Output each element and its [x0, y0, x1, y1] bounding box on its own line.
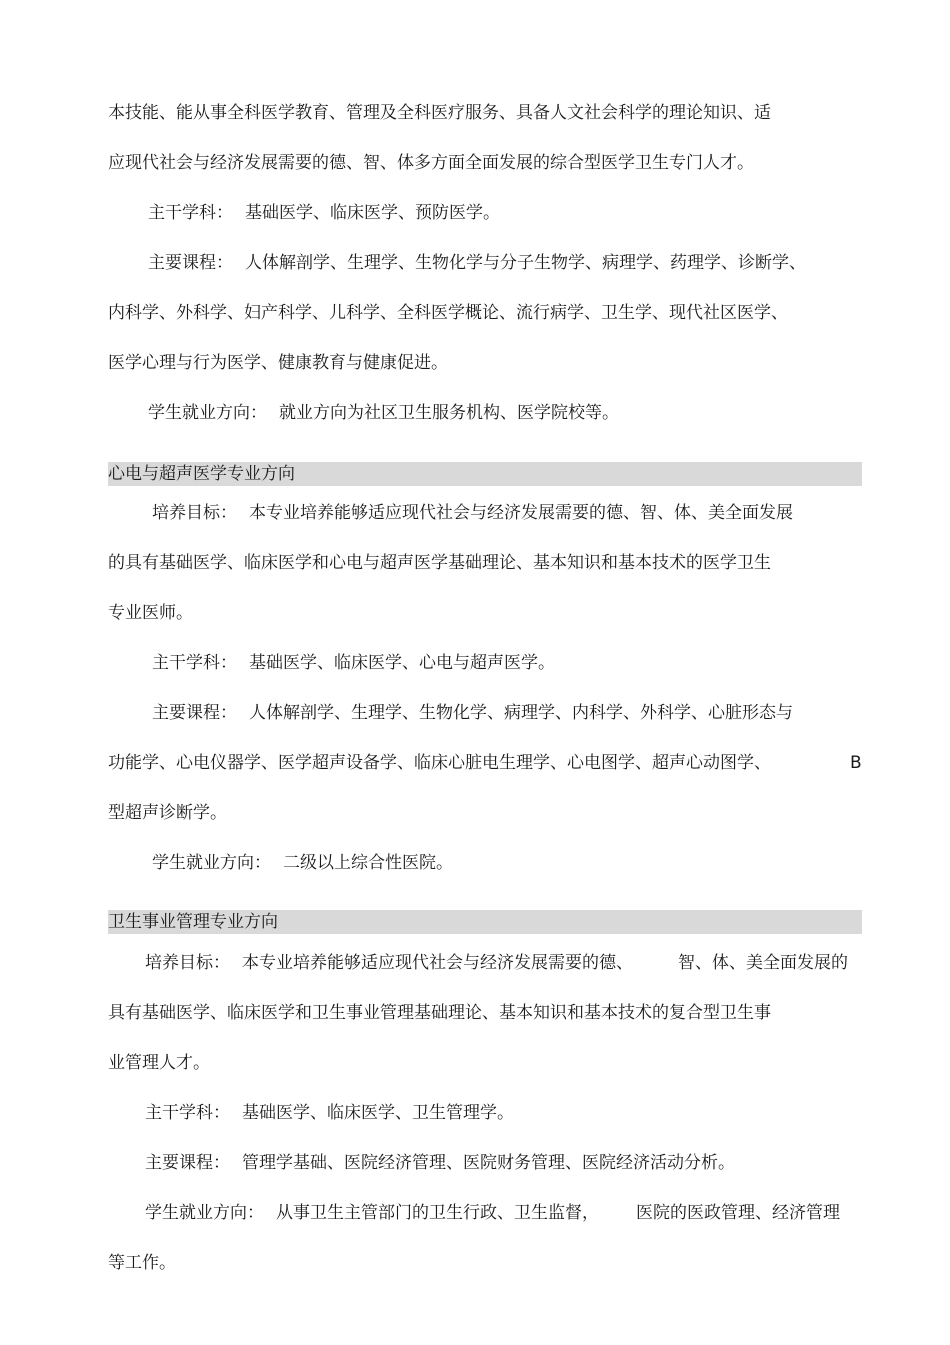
goal-row	[145, 952, 633, 974]
career-row	[152, 852, 453, 874]
career-label: 学生就业方向：	[148, 403, 267, 423]
courses-line-1: 人体解剖学、生理学、生物化学、病理学、内科学、外科学、心脏形态与	[249, 703, 793, 723]
career-row	[148, 402, 619, 424]
intro-line-2: 应现代社会与经济发展需要的德、智、体多方面全面发展的综合型医学卫生专门人才。	[108, 153, 754, 173]
goal-line-2: 的具有基础医学、临床医学和心电与超声医学基础理论、基本知识和基本技术的医学卫生	[108, 553, 771, 573]
section-heading-health-management	[108, 910, 862, 934]
section-heading-ecg-ultrasound	[108, 462, 862, 486]
courses-label: 主要课程：	[148, 253, 233, 273]
career-label: 学生就业方向：	[152, 853, 271, 873]
courses-line-3: 医学心理与行为医学、健康教育与健康促进。	[108, 353, 448, 373]
main-subject-row	[145, 1102, 514, 1124]
career-line-1a: 从事卫生主管部门的卫生行政、卫生监督，	[276, 1203, 599, 1223]
goal-line-3: 专业医师。	[108, 603, 193, 623]
main-subject-value: 基础医学、临床医学、心电与超声医学。	[249, 653, 555, 673]
courses-label: 主要课程：	[152, 703, 237, 723]
goal-line-1b: 智、体、美全面发展的	[678, 953, 848, 973]
courses-line-1: 人体解剖学、生理学、生物化学与分子生物学、病理学、药理学、诊断学、	[245, 253, 806, 273]
goal-line-3: 业管理人才。	[108, 1053, 210, 1073]
courses-line-2-tail: B	[850, 753, 862, 773]
courses-value: 管理学基础、医院经济管理、医院财务管理、医院经济活动分析。	[242, 1153, 735, 1173]
courses-row	[148, 252, 806, 274]
courses-label: 主要课程：	[145, 1153, 230, 1173]
section-heading-text: 心电与超声医学专业方向	[108, 464, 295, 484]
goal-label: 培养目标：	[145, 953, 230, 973]
career-row	[145, 1202, 599, 1224]
main-subject-row	[148, 202, 500, 224]
career-value: 就业方向为社区卫生服务机构、医学院校等。	[279, 403, 619, 423]
career-line-2: 等工作。	[108, 1253, 176, 1273]
section-heading-text: 卫生事业管理专业方向	[108, 912, 278, 932]
career-line-1b: 医院的医政管理、经济管理	[636, 1203, 840, 1223]
main-subject-value: 基础医学、临床医学、卫生管理学。	[242, 1103, 514, 1123]
main-subject-label: 主干学科：	[145, 1103, 230, 1123]
courses-line-2: 功能学、心电仪器学、医学超声设备学、临床心脏电生理学、心电图学、超声心动图学、	[108, 753, 771, 773]
main-subject-value: 基础医学、临床医学、预防医学。	[245, 203, 500, 223]
main-subject-label: 主干学科：	[152, 653, 237, 673]
courses-row	[145, 1152, 735, 1174]
goal-line-2: 具有基础医学、临床医学和卫生事业管理基础理论、基本知识和基本技术的复合型卫生事	[108, 1003, 771, 1023]
main-subject-row	[152, 652, 555, 674]
courses-line-3: 型超声诊断学。	[108, 803, 227, 823]
courses-line-2: 内科学、外科学、妇产科学、儿科学、全科医学概论、流行病学、卫生学、现代社区医学、	[108, 303, 788, 323]
career-value: 二级以上综合性医院。	[283, 853, 453, 873]
goal-line-1: 本专业培养能够适应现代社会与经济发展需要的德、智、体、美全面发展	[249, 503, 793, 523]
main-subject-label: 主干学科：	[148, 203, 233, 223]
goal-line-1a: 本专业培养能够适应现代社会与经济发展需要的德、	[242, 953, 633, 973]
courses-row	[152, 702, 793, 724]
goal-label: 培养目标：	[152, 503, 237, 523]
career-label: 学生就业方向：	[145, 1203, 264, 1223]
intro-line-1: 本技能、能从事全科医学教育、管理及全科医疗服务、具备人文社会科学的理论知识、适	[108, 103, 771, 123]
goal-row	[152, 502, 793, 524]
